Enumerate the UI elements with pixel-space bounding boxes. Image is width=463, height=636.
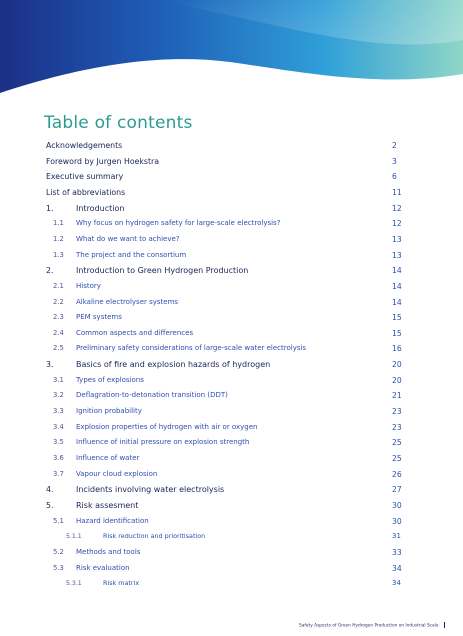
toc-entry-number: 5.2 [53,547,64,556]
footer-text: Safety Aspects of Green Hydrogen Production on Industrial Scale [299,623,439,629]
toc-entry-number: 2.5 [53,344,64,353]
toc-entry[interactable] [0,295,463,310]
toc-entry[interactable] [0,232,463,247]
toc-entry[interactable] [0,263,463,278]
toc-entry-number: 3.5 [53,438,64,447]
toc-entry[interactable] [0,545,463,560]
toc-entry-page: 23 [392,422,402,432]
toc-entry-title: Executive summary [46,172,124,182]
toc-entry[interactable] [0,341,463,356]
toc-entry-page: 25 [392,454,402,463]
toc-entry-page: 30 [392,516,402,526]
toc-entry-page: 12 [392,203,402,213]
toc-entry-page: 27 [392,485,402,495]
toc-entry-title: Influence of initial pressure on explosion strength [76,438,250,447]
toc-entry[interactable] [0,514,463,529]
toc-entry-title: Introduction [76,203,125,213]
toc-entry-number: 3.7 [53,469,64,478]
toc-entry-page: 6 [392,172,397,182]
toc-entry[interactable] [0,138,463,153]
toc-entry-page: 23 [392,407,402,417]
footer-divider [444,622,446,628]
toc-entry-number: 5.1.1 [66,533,82,541]
toc-entry[interactable] [0,404,463,419]
page-title: Table of contents [44,113,193,133]
toc-entry-title: Hazard identification [76,516,149,525]
toc-entry-number: 2.4 [53,328,64,337]
toc-entry-number: 5.1 [53,516,64,525]
toc-entry-number: 3.6 [53,454,64,462]
toc-entry-page: 30 [392,500,402,510]
toc-entry[interactable] [0,420,463,435]
toc-entry-title: Alkaline electrolyser systems [76,297,179,306]
toc-entry-title: Influence of water [76,454,140,462]
toc-entry-number: 1.1 [53,219,64,228]
toc-entry-page: 3 [392,156,397,166]
toc-entry-page: 12 [392,219,402,229]
toc-entry-title: Risk evaluation [76,563,130,572]
toc-entry-title: Introduction to Green Hydrogen Production [76,266,249,276]
toc-entry-page: 31 [392,532,401,541]
toc-entry-number: 5.3.1 [66,580,82,588]
toc-entry-number: 3.3 [53,407,64,416]
toc-entry[interactable] [0,451,463,466]
toc-entry-title: Types of explosions [76,375,144,384]
toc-entry-page: 34 [392,563,402,573]
toc-entry-number: 3.4 [53,422,64,431]
toc-entry-number: 5.3 [53,563,64,572]
toc-entry[interactable] [0,310,463,325]
toc-entry[interactable] [0,467,463,482]
toc-entry[interactable] [0,201,463,216]
toc-entry-page: 34 [392,579,401,588]
toc-entry-number: 1.3 [53,250,64,259]
toc-entry-page: 33 [392,547,402,557]
toc-entry-title: Preliminary safety considerations of large-scale water electrolysis [76,344,307,353]
toc-entry-title: Acknowledgements [46,141,123,150]
toc-entry-title: What do we want to achieve? [76,234,180,243]
toc-entry-page: 16 [392,344,402,354]
toc-entry-title: Vapour cloud explosion [76,469,158,478]
toc-entry[interactable] [0,279,463,294]
toc-entry-page: 26 [392,469,402,479]
toc-entry-page: 13 [392,234,402,244]
toc-entry-page: 11 [392,187,402,197]
toc-entry-title: Methods and tools [76,547,141,556]
toc-entry-page: 15 [392,328,402,338]
toc-entry[interactable] [0,357,463,372]
toc-entry[interactable] [0,326,463,341]
toc-entry-page: 15 [392,313,402,323]
toc-entry-page: 14 [392,266,402,276]
toc-entry-title: History [76,281,101,290]
toc-entry-title: The project and the consortium [76,250,187,259]
toc-entry-number: 2. [46,266,54,276]
toc-entry-title: Risk matrix [103,579,140,588]
toc-entry-title: List of abbreviations [46,187,126,197]
toc-entry-page: 14 [392,297,402,307]
toc-entry[interactable] [0,388,463,403]
toc-entry-title: Deflagration-to-detonation transition (DDT) [76,391,228,400]
toc-entry-page: 13 [392,250,402,260]
toc-entry[interactable] [0,576,463,591]
toc-entry[interactable] [0,154,463,169]
toc-entry-title: Foreword by Jurgen Hoekstra [46,156,160,166]
toc-entry-page: 14 [392,281,402,291]
toc-entry-number: 2.3 [53,313,64,322]
toc-entry-number: 2.1 [53,281,64,290]
toc-entry-number: 1.2 [53,234,64,243]
toc-entry-number: 3.1 [53,375,64,384]
toc-entry-title: Ignition probability [76,407,142,416]
header-banner [0,0,463,100]
toc-entry-page: 2 [392,141,397,150]
toc-entry-page: 21 [392,391,402,401]
toc-entry-number: 3. [46,360,54,370]
toc-entry[interactable] [0,498,463,513]
toc-entry-title: Explosion properties of hydrogen with air or oxygen [76,422,258,431]
footer [299,622,445,629]
toc-entry-number: 4. [46,485,54,495]
toc-entry[interactable] [0,482,463,497]
toc-entry[interactable] [0,169,463,184]
toc-entry-title: Risk assesment [76,500,139,510]
toc-entry-page: 20 [392,375,402,385]
toc-entry-number: 3.2 [53,391,64,400]
toc-entry[interactable] [0,185,463,200]
toc-entry[interactable] [0,373,463,388]
toc-entry[interactable] [0,529,463,544]
toc-entry-title: Incidents involving water electrolysis [76,485,225,495]
toc-entry-title: PEM systems [76,313,122,322]
toc-entry[interactable] [0,561,463,576]
toc-entry-page: 25 [392,438,402,448]
toc-entry[interactable] [0,216,463,231]
toc-entry-title: Risk reduction and prioritisation [103,532,206,541]
toc-entry-title: Basics of fire and explosion hazards of hydrogen [76,360,271,370]
toc-entry-number: 5. [46,500,54,510]
toc-entry-title: Why focus on hydrogen safety for large-scale electrolysis? [76,219,281,228]
toc-entry-page: 20 [392,360,402,370]
toc-entry[interactable] [0,248,463,263]
toc-entry-number: 1. [46,203,54,213]
toc-entry-title: Common aspects and differences [76,328,194,337]
toc-entry[interactable] [0,435,463,450]
toc-entry-number: 2.2 [53,297,64,306]
